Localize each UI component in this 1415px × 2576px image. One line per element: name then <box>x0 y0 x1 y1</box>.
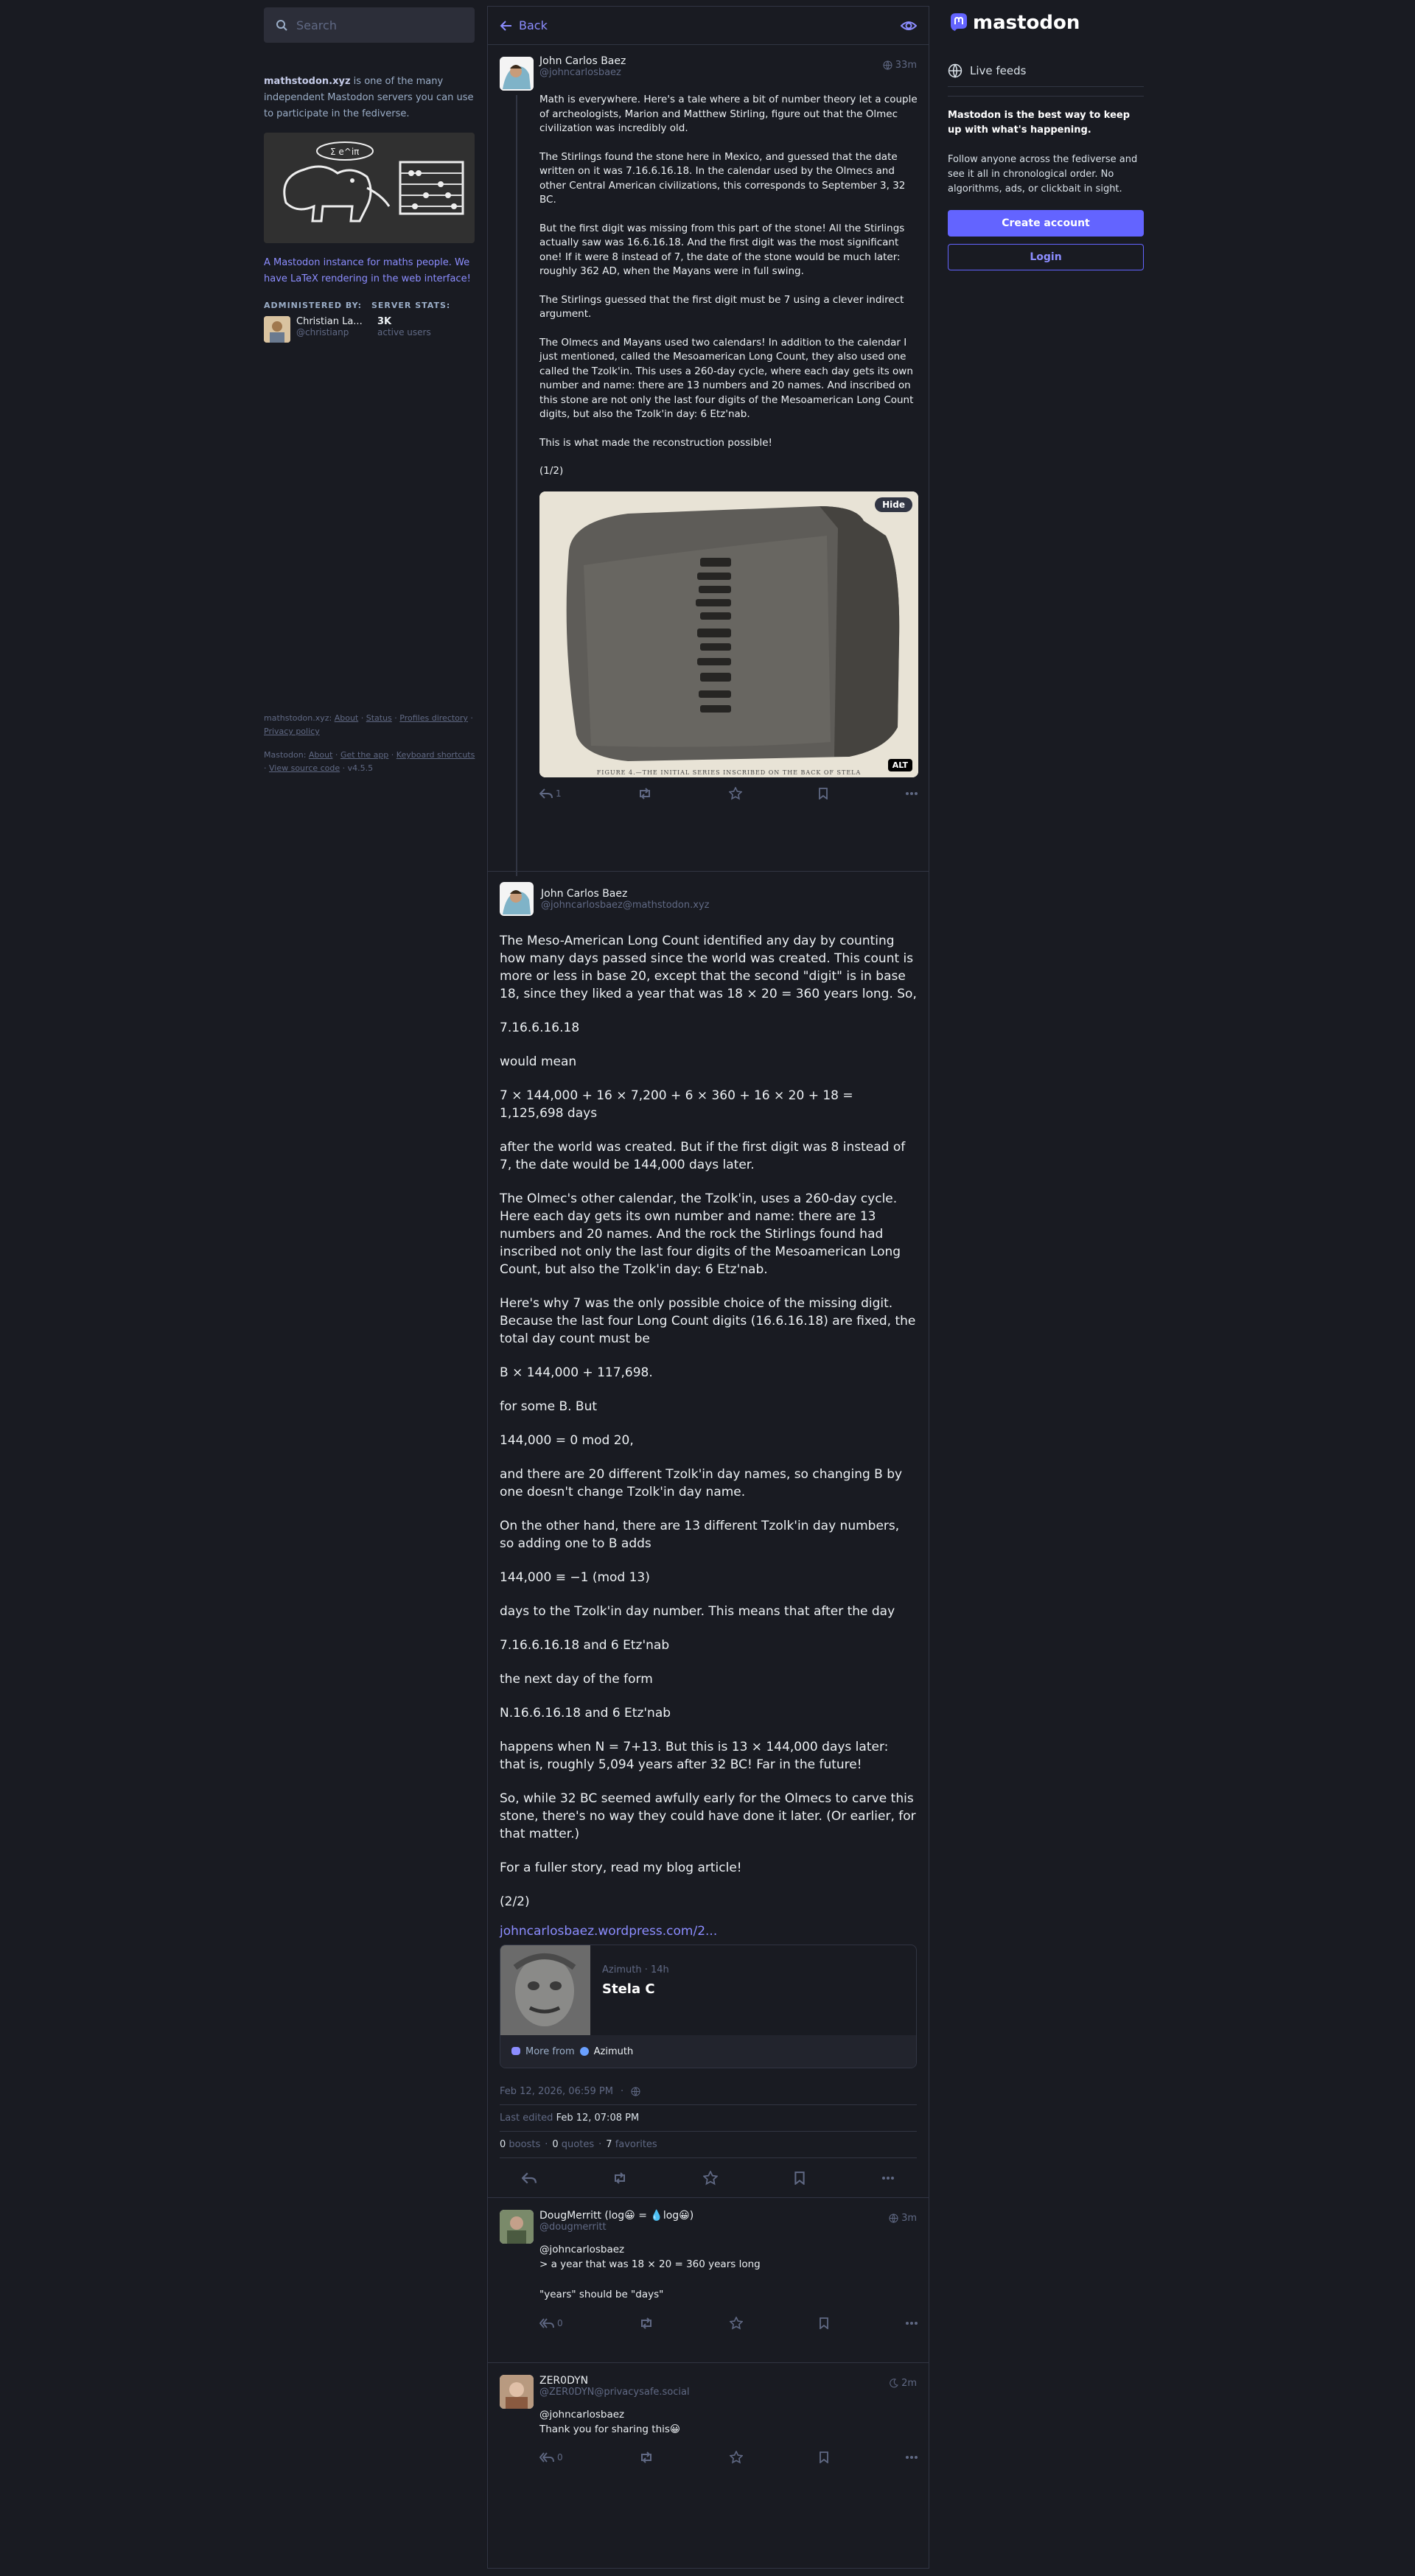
link-preview-card[interactable] <box>500 1945 917 2068</box>
account-handle[interactable]: @johncarlosbaez@mathstodon.xyz <box>541 899 710 911</box>
more-from-label: More from <box>525 2045 575 2057</box>
counts-row: 0 boosts · 0 quotes · 7 favorites <box>500 2131 917 2157</box>
post-meta <box>500 2086 917 2097</box>
main-column <box>487 6 929 2569</box>
post-time-value: 3m <box>901 2213 917 2224</box>
post-paragraph: N.16.6.16.18 and 6 Etz'nab <box>500 1706 671 1721</box>
post-paragraph: for some B. But <box>500 1399 598 1414</box>
active-users-stat <box>377 316 431 343</box>
star-icon[interactable] <box>730 2451 743 2464</box>
column-header <box>488 7 929 45</box>
post-paragraph: after the world was created. But if the first digit was 8 instead of 7, the date would be 144,000 days later. <box>500 1140 906 1172</box>
post-actions <box>500 2157 917 2197</box>
server-description: A Mastodon instance for maths people. We have LaTeX rendering in the web interface! <box>264 257 471 284</box>
post-paragraph: (1/2) <box>539 465 564 477</box>
stela-photo <box>539 491 918 777</box>
reply-text: Thank you for sharing this😀 <box>539 2423 680 2435</box>
boosts-count[interactable] <box>500 2139 540 2150</box>
reply-count: 0 <box>557 2452 563 2463</box>
reply-count: 0 <box>557 2317 563 2328</box>
footer-directory-link[interactable]: Profiles directory <box>399 713 468 723</box>
boost-icon[interactable] <box>639 2317 654 2329</box>
boosts-value: 0 <box>500 2139 506 2150</box>
avatar[interactable] <box>500 57 534 91</box>
more-icon[interactable] <box>905 791 918 796</box>
signup-description: Follow anyone across the fediverse and see it all in chronological order. No algorithms, ads, or clickbait in sight. <box>948 154 1138 195</box>
reply-all-button[interactable] <box>539 2452 563 2463</box>
post-paragraph: The Olmecs and Mayans used two calendars! In addition to the calendar I just mentioned, called the Mesoamerican Long Count, they also used one called the Tzolk'in. This uses a 260-day cycle, where each day gets its own number and name: there are 13 numbers and 20 names. And inscribed on this stone are not only the last four digits of the Mesoamerican Long Count digits, but also the Tzolk'in day: 6 Etz'nab. <box>539 336 914 420</box>
footer-about-link[interactable]: About <box>334 713 359 723</box>
search-icon <box>276 19 287 31</box>
admin-avatar[interactable] <box>264 316 290 343</box>
avatar[interactable] <box>500 2210 534 2244</box>
footer-source-link[interactable]: View source code <box>269 763 340 773</box>
logo-text: mastodon <box>973 12 1080 34</box>
edited-row[interactable] <box>500 2104 917 2124</box>
post-paragraph: For a fuller story, read my blog article! <box>500 1861 742 1875</box>
reply-post-2 <box>488 2363 929 2488</box>
reply-icon <box>539 788 553 799</box>
mention[interactable]: @johncarlosbaez <box>539 2244 625 2255</box>
status-post-2 <box>488 872 929 2198</box>
post-paragraph: and there are 20 different Tzolk'in day names, so changing B by one doesn't change Tzolk'in day name. <box>500 1467 903 1499</box>
arrow-left-icon <box>500 19 513 32</box>
post-paragraph: This is what made the reconstruction possible! <box>539 436 772 449</box>
create-account-button[interactable]: Create account <box>948 210 1144 237</box>
more-icon[interactable] <box>881 2176 895 2180</box>
azimuth-icon <box>579 2046 590 2057</box>
avatar[interactable] <box>500 2375 534 2409</box>
post-actions <box>539 2310 918 2337</box>
post-paragraph: The Meso-American Long Count identified any day by counting how many days passed since the world was created. This count is more or less in base 20, except that the second "digit" is in base 18, since they liked a year that was 18 × 20 = 360 years long. So, <box>500 934 917 1001</box>
live-feeds-label: Live feeds <box>970 63 1027 77</box>
edited-time: Feb 12, 07:08 PM <box>556 2113 640 2124</box>
bookmark-icon[interactable] <box>818 788 828 799</box>
footer-mastodon: Mastodon: <box>264 750 307 760</box>
quotes-label: quotes <box>561 2139 595 2150</box>
post-paragraph: The Olmec's other calendar, the Tzolk'in, uses a 260-day cycle. Here each day gets its own number and name: there are 13 numbers and 20 names. And the rock the Stirlings found had inscribed not only the last four digits of the Mesoamerican Long Count, but also the Tzolk'in day: 6 Etz'nab. <box>500 1191 901 1277</box>
reply-all-icon <box>539 2318 554 2328</box>
post-paragraph: would mean <box>500 1054 577 1069</box>
boost-icon[interactable] <box>639 2451 654 2463</box>
post-paragraph: Math is everywhere. Here's a tale where a bit of number theory let a couple of archeologists, Marion and Matthew Stirling, figure out that the Olmec civilization was incredibly old. <box>539 94 918 134</box>
post-paragraph: 144,000 = 0 mod 20, <box>500 1433 634 1448</box>
post-content <box>539 2243 917 2303</box>
admin-row <box>264 316 475 343</box>
left-column <box>264 7 475 343</box>
post-paragraph: The Stirlings guessed that the first digit must be 7 using a clever indirect argument. <box>539 293 904 320</box>
mastodon-icon <box>511 2046 521 2057</box>
post-link[interactable]: johncarlosbaez.wordpress.com/2... <box>500 1924 718 1939</box>
reply-post-1 <box>488 2198 929 2363</box>
media-attachment[interactable] <box>539 491 918 777</box>
post-paragraph: The Stirlings found the stone here in Mexico, and guessed that the date written on it was 7.16.6.16.18. In the calendar used by the Olmecs and other Central American civilizations, this corresponds to September 3, 32 BC. <box>539 150 906 206</box>
edited-label: Last edited <box>500 2113 553 2124</box>
boosts-label: boosts <box>509 2139 541 2150</box>
display-name[interactable]: DougMerritt (log😀 = 💧log😀) <box>539 2210 694 2222</box>
moon-icon <box>889 2379 898 2388</box>
post-paragraph: the next day of the form <box>500 1672 653 1687</box>
more-icon[interactable] <box>905 2321 918 2325</box>
bookmark-icon[interactable] <box>794 2171 806 2185</box>
favorites-count[interactable] <box>606 2139 657 2150</box>
post-date[interactable]: Feb 12, 2026, 06:59 PM <box>500 2086 613 2097</box>
display-name[interactable]: John Carlos Baez <box>539 55 626 67</box>
display-name[interactable]: John Carlos Baez <box>541 887 628 900</box>
post-actions <box>539 780 918 807</box>
post-paragraph: But the first digit was missing from this part of the stone! All the Stirlings actually saw was 16.6.16.18. And the first digit was the most significant one! If it were 8 instead of 7, the date of the stone would be much later: roughly 362 AD, when the Mayans were in full swing. <box>539 222 905 277</box>
elephant-abacus-illustration <box>264 133 475 243</box>
boost-icon[interactable] <box>612 2172 627 2184</box>
post-paragraph: So, while 32 BC seemed awfully early for the Olmecs to carve this stone, there's no way they could have done it later. (Or earlier, for that matter.) <box>500 1791 916 1841</box>
star-icon[interactable] <box>729 787 742 800</box>
globe-icon <box>631 2087 640 2096</box>
eye-icon[interactable] <box>901 18 917 34</box>
post-paragraph: 7.16.6.16.18 <box>500 1021 580 1035</box>
globe-icon <box>889 2213 898 2223</box>
post-header <box>500 882 917 916</box>
server-intro: is one of the many independent Mastodon servers you can use to participate in the fediverse. <box>264 76 474 119</box>
post-paragraph: 7 × 144,000 + 16 × 7,200 + 6 × 360 + 16 × 20 + 18 = 1,125,698 days <box>500 1088 853 1121</box>
display-name[interactable]: ZER0DYN <box>539 2375 589 2387</box>
status-post-1 <box>488 45 929 872</box>
admin-info[interactable] <box>296 316 371 343</box>
post-paragraph: B × 144,000 + 117,698. <box>500 1365 653 1380</box>
reply-text: "years" should be "days" <box>539 2289 664 2300</box>
post-time-value: 2m <box>901 2378 917 2389</box>
server-about <box>264 74 475 122</box>
footer-version: · v4.5.5 <box>342 763 374 773</box>
post-content <box>539 2408 917 2437</box>
more-icon[interactable] <box>905 2455 918 2460</box>
post-paragraph: days to the Tzolk'in day number. This means that after the day <box>500 1604 895 1619</box>
active-count: 3K <box>377 316 392 327</box>
globe-icon <box>883 60 892 70</box>
admin-name: Christian La... <box>296 316 363 327</box>
server-banner <box>264 133 475 243</box>
globe-icon <box>948 63 962 78</box>
post-actions <box>539 2444 918 2471</box>
footer-server: mathstodon.xyz: <box>264 713 332 723</box>
post-paragraph: (2/2) <box>500 1894 530 1909</box>
mastodon-logo[interactable] <box>948 7 1144 38</box>
hide-media-button[interactable]: Hide <box>875 497 912 512</box>
footer-privacy-link[interactable]: Privacy policy <box>264 727 320 736</box>
post-paragraph: 144,000 ≡ −1 (mod 13) <box>500 1570 650 1585</box>
signup-title: Mastodon is the best way to keep up with what's happening. <box>948 110 1131 136</box>
login-button[interactable]: Login <box>948 244 1144 270</box>
active-label: active users <box>377 327 431 337</box>
signup-panel <box>948 96 1144 270</box>
reply-all-icon <box>539 2452 554 2463</box>
quotes-count[interactable] <box>552 2139 594 2150</box>
favorites-label: favorites <box>615 2139 657 2150</box>
post-time[interactable] <box>883 60 917 71</box>
post-paragraph: Here's why 7 was the only possible choice of the missing digit. Because the last four Long Count digits (16.6.16.18) are fixed, the total day count must be <box>500 1296 916 1346</box>
post-content <box>500 932 917 1911</box>
svg-text:Σ e^iπ: Σ e^iπ <box>330 147 360 157</box>
admin-handle: @christianp <box>296 327 349 337</box>
account-handle[interactable]: @johncarlosbaez <box>539 67 621 78</box>
post-paragraph: happens when N = 7+13. But this is 13 × 144,000 days later: that is, roughly 5,094 years after 32 BC! Far in the future! <box>500 1740 889 1772</box>
live-feeds-link[interactable] <box>948 57 1144 87</box>
reply-count: 1 <box>556 788 562 799</box>
footer-shortcuts-link[interactable]: Keyboard shortcuts <box>396 750 475 760</box>
post-paragraph: On the other hand, there are 13 different Tzolk'in day numbers, so adding one to B adds <box>500 1519 900 1551</box>
meta-separator: · <box>620 2086 624 2097</box>
post-time[interactable] <box>889 2213 917 2224</box>
server-stats-label: SERVER STATS: <box>371 301 451 310</box>
account-handle[interactable]: @dougmerritt <box>539 2222 607 2233</box>
stats-header <box>264 301 475 310</box>
star-icon[interactable] <box>703 2171 718 2185</box>
back-button[interactable]: Back <box>519 18 548 32</box>
post-paragraph: 7.16.6.16.18 and 6 Etz'nab <box>500 1638 670 1653</box>
administered-by-label: ADMINISTERED BY: <box>264 301 363 310</box>
card-title: Stela C <box>602 1981 655 1997</box>
more-from-row <box>500 2035 916 2068</box>
quotes-value: 0 <box>552 2139 559 2150</box>
server-name[interactable]: mathstodon.xyz <box>264 76 351 87</box>
bookmark-icon[interactable] <box>819 2451 829 2463</box>
boost-icon[interactable] <box>637 788 652 799</box>
post-content <box>539 93 921 479</box>
account-handle[interactable]: @ZER0DYN@privacysafe.social <box>539 2387 690 2398</box>
right-column <box>948 7 1144 270</box>
card-thumbnail <box>500 1945 590 2035</box>
figure-caption: FIGURE 4.—THE INITIAL SERIES INSCRIBED ON THE BACK OF STELA <box>596 769 862 776</box>
footer-mastodon-about-link[interactable]: About <box>308 750 333 760</box>
quoted-line: > a year that was 18 × 20 = 360 years long <box>539 2258 761 2270</box>
post-time[interactable] <box>889 2378 917 2389</box>
footer-get-app-link[interactable]: Get the app <box>340 750 389 760</box>
post-time-value: 33m <box>895 60 917 71</box>
reply-icon[interactable] <box>522 2172 537 2184</box>
reply-button[interactable] <box>539 788 562 799</box>
search-input[interactable]: Search <box>296 18 337 32</box>
search-box[interactable] <box>264 7 475 43</box>
alt-text-badge[interactable]: ALT <box>888 759 912 771</box>
footer-status-link[interactable]: Status <box>366 713 392 723</box>
mastodon-icon <box>948 12 970 34</box>
avatar[interactable] <box>500 882 534 916</box>
favorites-value: 7 <box>606 2139 612 2150</box>
thread-line <box>516 95 517 876</box>
reply-all-button[interactable] <box>539 2318 563 2328</box>
star-icon[interactable] <box>730 2317 743 2330</box>
bookmark-icon[interactable] <box>819 2317 829 2329</box>
mention[interactable]: @johncarlosbaez <box>539 2409 625 2421</box>
card-source: Azimuth · 14h <box>602 1964 669 1975</box>
more-from-author[interactable]: Azimuth <box>593 2045 634 2057</box>
left-footer: mathstodon.xyz: About · Status · Profiles directory · Privacy policy Mastodon: About · Get the app · Keyboard shortcuts · View source code · v4.5.5 <box>264 713 475 773</box>
